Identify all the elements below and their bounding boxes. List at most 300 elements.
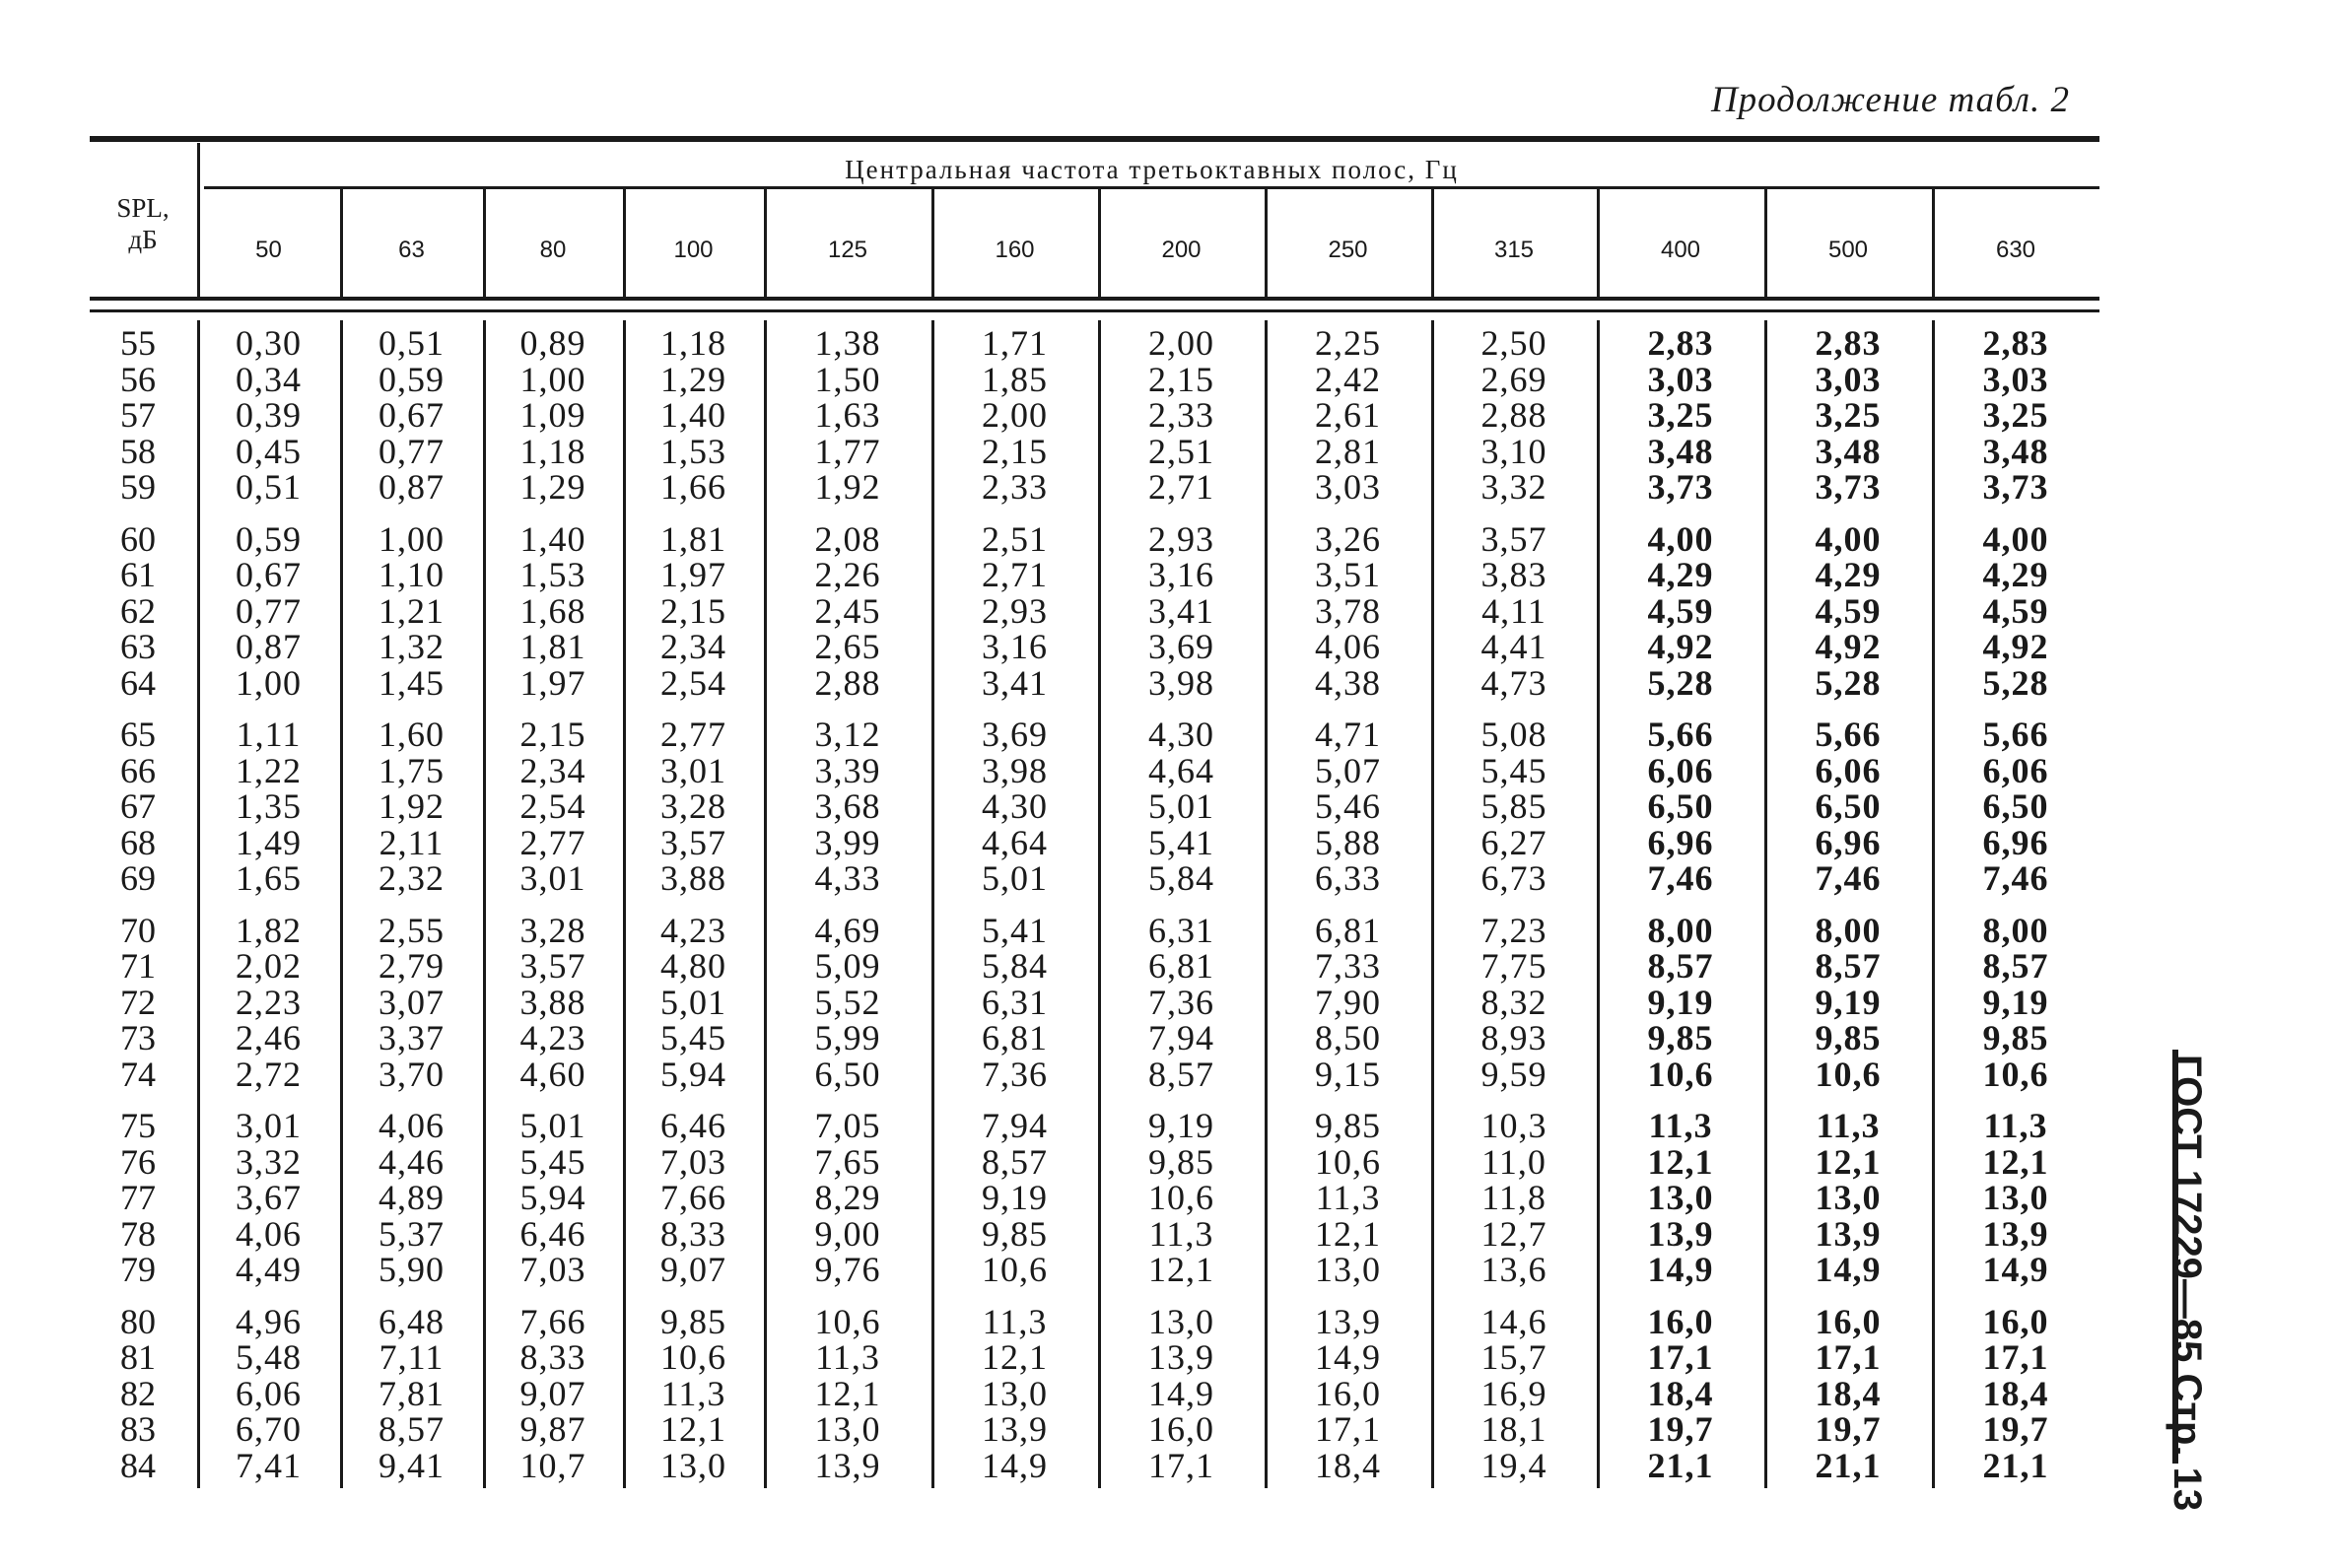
table-cell: 2,81 xyxy=(1315,431,1381,471)
table-cell: 6,73 xyxy=(1480,858,1547,898)
table-cell: 3,78 xyxy=(1315,590,1381,631)
table-cell: 2,51 xyxy=(982,518,1048,559)
table-cell: 2,34 xyxy=(519,750,586,790)
table-cell: 2,71 xyxy=(1148,467,1214,507)
table-cell: 9,76 xyxy=(814,1250,881,1289)
table-cell: 4,59 xyxy=(1982,590,2049,631)
table-cell: 2,83 xyxy=(1815,323,1882,363)
table-cell: 6,48 xyxy=(378,1301,445,1341)
table-cell: 5,84 xyxy=(982,946,1048,986)
table-cell: 3,73 xyxy=(1982,467,2049,507)
table-cell: 10,6 xyxy=(1315,1141,1381,1182)
table-cell: 3,03 xyxy=(1982,359,2049,399)
spl-header-unit: дБ xyxy=(128,225,158,254)
spl-value: 66 xyxy=(120,750,156,790)
table-cell: 11,3 xyxy=(660,1373,726,1413)
table-cell: 5,28 xyxy=(1815,662,1882,703)
table-cell: 6,96 xyxy=(1982,822,2049,862)
table-cell: 10,6 xyxy=(1647,1054,1714,1094)
table-cell: 6,50 xyxy=(1815,786,1882,826)
table-cell: 18,1 xyxy=(1480,1409,1547,1449)
table-cell: 10,6 xyxy=(814,1301,881,1341)
table-cell: 0,45 xyxy=(236,431,302,471)
table-cell: 2,83 xyxy=(1982,323,2049,363)
table-cell: 5,01 xyxy=(982,858,1048,898)
table-cell: 7,66 xyxy=(660,1178,726,1217)
table-cell: 2,79 xyxy=(378,946,445,986)
table-cell: 2,55 xyxy=(378,910,445,950)
table-cell: 6,81 xyxy=(1315,910,1381,950)
table-cell: 8,00 xyxy=(1815,910,1882,950)
table-cell: 1,92 xyxy=(814,467,881,507)
table-cell: 2,00 xyxy=(1148,323,1214,363)
table-cell: 1,00 xyxy=(519,359,586,399)
table-cell: 4,59 xyxy=(1815,590,1882,631)
spl-value: 63 xyxy=(120,627,156,666)
table-cell: 9,19 xyxy=(1815,982,1882,1022)
table-cell: 3,12 xyxy=(814,715,881,754)
page-reference-label: ГОСТ 17229—85 Стр. 13 xyxy=(2166,1055,2209,1512)
table-cell: 6,06 xyxy=(1815,750,1882,790)
table-cell: 9,00 xyxy=(814,1213,881,1254)
table-cell: 1,81 xyxy=(519,627,586,666)
table-cell: 1,53 xyxy=(660,431,726,471)
spl-value: 75 xyxy=(120,1106,156,1145)
table-cell: 1,97 xyxy=(660,555,726,594)
table-cell: 11,3 xyxy=(1148,1213,1214,1254)
table-cell: 5,48 xyxy=(236,1337,302,1377)
table-cell: 13,0 xyxy=(660,1445,726,1485)
table-continuation-label: Продолжение табл. 2 xyxy=(1710,80,2070,120)
table-cell: 1,82 xyxy=(236,910,302,950)
table-cell: 6,96 xyxy=(1815,822,1882,862)
table-cell: 8,57 xyxy=(1815,946,1882,986)
spl-column-header xyxy=(94,192,192,255)
spl-value: 80 xyxy=(120,1301,156,1341)
table-cell: 2,15 xyxy=(982,431,1048,471)
table-cell: 6,46 xyxy=(519,1213,586,1254)
table-cell: 12,1 xyxy=(1148,1250,1214,1289)
table-cell: 4,89 xyxy=(378,1178,445,1217)
table-cell: 5,88 xyxy=(1315,822,1381,862)
table-cell: 2,08 xyxy=(814,518,881,559)
table-cell: 4,30 xyxy=(982,786,1048,826)
table-cell: 16,9 xyxy=(1480,1373,1547,1413)
table-cell: 4,29 xyxy=(1815,555,1882,594)
table-cell: 7,41 xyxy=(236,1445,302,1485)
spl-value: 83 xyxy=(120,1409,156,1449)
table-cell: 1,21 xyxy=(378,590,445,631)
table-cell: 1,45 xyxy=(378,662,445,703)
table-cell: 18,4 xyxy=(1315,1445,1381,1485)
spl-value: 65 xyxy=(120,715,156,754)
table-cell: 11,3 xyxy=(1648,1106,1713,1145)
table-cell: 1,32 xyxy=(378,627,445,666)
table-cell: 4,92 xyxy=(1647,627,1714,666)
table-cell: 1,22 xyxy=(236,750,302,790)
table-cell: 5,99 xyxy=(814,1018,881,1057)
table-cell: 5,66 xyxy=(1982,715,2049,754)
table-cell: 7,94 xyxy=(982,1106,1048,1145)
table-cell: 3,99 xyxy=(814,822,881,862)
spl-value: 73 xyxy=(120,1018,156,1057)
table-cell: 5,01 xyxy=(1148,786,1214,826)
spl-value: 68 xyxy=(120,822,156,862)
table-cell: 1,18 xyxy=(519,431,586,471)
table-cell: 1,65 xyxy=(236,858,302,898)
table-cell: 8,57 xyxy=(378,1409,445,1449)
table-cell: 4,80 xyxy=(660,946,726,986)
table-cell: 17,1 xyxy=(1815,1337,1882,1377)
table-cell: 4,73 xyxy=(1480,662,1547,703)
table-cell: 12,1 xyxy=(1982,1141,2049,1182)
table-cell: 3,28 xyxy=(660,786,726,826)
table-cell: 5,45 xyxy=(1480,750,1547,790)
table-cell: 14,9 xyxy=(1982,1250,2049,1289)
table-cell: 10,6 xyxy=(1815,1054,1882,1094)
table-cell: 13,9 xyxy=(1315,1301,1381,1341)
table-cell: 9,19 xyxy=(1982,982,2049,1022)
table-cell: 21,1 xyxy=(1815,1445,1882,1485)
table-cell: 9,85 xyxy=(1815,1018,1882,1057)
table-cell: 4,30 xyxy=(1148,715,1214,754)
table-cell: 4,38 xyxy=(1315,662,1381,703)
table-cell: 7,46 xyxy=(1647,858,1714,898)
table-cell: 3,83 xyxy=(1480,555,1547,594)
table-cell: 0,51 xyxy=(378,323,445,363)
table-cell: 3,01 xyxy=(660,750,726,790)
table-cell: 2,54 xyxy=(519,786,586,826)
table-cell: 6,06 xyxy=(1982,750,2049,790)
table-cell: 3,57 xyxy=(519,946,586,986)
table-cell: 5,66 xyxy=(1647,715,1714,754)
table-cell: 5,09 xyxy=(814,946,881,986)
table-cell: 3,16 xyxy=(1148,555,1214,594)
table-cell: 3,03 xyxy=(1647,359,1714,399)
table-cell: 13,0 xyxy=(1982,1178,2049,1217)
spl-column-divider xyxy=(197,143,200,301)
header-bottom-rule-second xyxy=(90,309,2099,312)
table-cell: 2,15 xyxy=(519,715,586,754)
table-cell: 6,50 xyxy=(1647,786,1714,826)
table-cell: 2,51 xyxy=(1148,431,1214,471)
table-cell: 7,66 xyxy=(519,1301,586,1341)
table-cell: 13,6 xyxy=(1480,1250,1547,1289)
table-cell: 17,1 xyxy=(1148,1445,1214,1485)
table-cell: 1,68 xyxy=(519,590,586,631)
table-cell: 13,9 xyxy=(814,1445,881,1485)
table-cell: 2,00 xyxy=(982,395,1048,435)
table-cell: 5,07 xyxy=(1315,750,1381,790)
frequency-header: 250 xyxy=(1328,237,1368,263)
table-cell: 3,03 xyxy=(1315,467,1381,507)
table-cell: 5,01 xyxy=(519,1106,586,1145)
table-cell: 3,69 xyxy=(1148,627,1214,666)
table-cell: 1,10 xyxy=(378,555,445,594)
table-cell: 4,96 xyxy=(236,1301,302,1341)
table-cell: 14,9 xyxy=(982,1445,1048,1485)
table-cell: 7,94 xyxy=(1148,1018,1214,1057)
table-cell: 3,39 xyxy=(814,750,881,790)
table-cell: 2,54 xyxy=(660,662,726,703)
table-cell: 2,15 xyxy=(660,590,726,631)
spl-value: 74 xyxy=(120,1054,156,1094)
table-cell: 4,59 xyxy=(1647,590,1714,631)
table-cell: 9,41 xyxy=(378,1445,445,1485)
table-cell: 3,48 xyxy=(1815,431,1882,471)
table-cell: 13,9 xyxy=(1815,1213,1882,1254)
table-cell: 2,50 xyxy=(1480,323,1547,363)
table-cell: 8,33 xyxy=(660,1213,726,1254)
table-cell: 7,03 xyxy=(660,1141,726,1182)
table-cell: 3,57 xyxy=(660,822,726,862)
table-cell: 3,88 xyxy=(519,982,586,1022)
table-cell: 6,33 xyxy=(1315,858,1381,898)
table-cell: 4,23 xyxy=(519,1018,586,1057)
table-cell: 2,65 xyxy=(814,627,881,666)
table-cell: 7,36 xyxy=(982,1054,1048,1094)
table-cell: 4,06 xyxy=(236,1213,302,1254)
table-cell: 17,1 xyxy=(1315,1409,1381,1449)
table-cell: 5,28 xyxy=(1647,662,1714,703)
table-cell: 9,19 xyxy=(982,1178,1048,1217)
table-cell: 3,01 xyxy=(236,1106,302,1145)
table-cell: 10,6 xyxy=(982,1250,1048,1289)
table-cell: 5,01 xyxy=(660,982,726,1022)
table-cell: 4,92 xyxy=(1815,627,1882,666)
table-cell: 18,4 xyxy=(1647,1373,1714,1413)
table-cell: 3,73 xyxy=(1647,467,1714,507)
spl-value: 57 xyxy=(120,395,156,435)
table-cell: 1,92 xyxy=(378,786,445,826)
frequency-header: 63 xyxy=(398,237,425,263)
table-cell: 3,03 xyxy=(1815,359,1882,399)
table-cell: 4,60 xyxy=(519,1054,586,1094)
table-cell: 6,46 xyxy=(660,1106,726,1145)
table-cell: 16,0 xyxy=(1315,1373,1381,1413)
spl-value: 82 xyxy=(120,1373,156,1413)
table-cell: 6,31 xyxy=(1148,910,1214,950)
table-cell: 3,68 xyxy=(814,786,881,826)
table-cell: 4,46 xyxy=(378,1141,445,1182)
table-cell: 14,9 xyxy=(1315,1337,1381,1377)
table-cell: 9,85 xyxy=(1315,1106,1381,1145)
table-cell: 1,18 xyxy=(660,323,726,363)
table-cell: 2,11 xyxy=(378,822,445,862)
frequency-header: 200 xyxy=(1161,237,1202,263)
table-cell: 8,57 xyxy=(1982,946,2049,986)
table-cell: 3,25 xyxy=(1982,395,2049,435)
spl-value: 69 xyxy=(120,858,156,898)
table-cell: 2,42 xyxy=(1315,359,1381,399)
table-cell: 0,87 xyxy=(378,467,445,507)
table-cell: 3,48 xyxy=(1982,431,2049,471)
table-cell: 7,46 xyxy=(1815,858,1882,898)
table-cell: 8,00 xyxy=(1647,910,1714,950)
table-cell: 4,00 xyxy=(1815,518,1882,559)
table-cell: 4,69 xyxy=(814,910,881,950)
table-cell: 2,93 xyxy=(982,590,1048,631)
table-cell: 5,85 xyxy=(1480,786,1547,826)
table-cell: 5,41 xyxy=(982,910,1048,950)
table-cell: 3,41 xyxy=(1148,590,1214,631)
table-cell: 14,9 xyxy=(1647,1250,1714,1289)
spl-value: 76 xyxy=(120,1141,156,1182)
table-cell: 13,0 xyxy=(1815,1178,1882,1217)
spl-value: 60 xyxy=(120,518,156,559)
table-cell: 10,6 xyxy=(1148,1178,1214,1217)
table-cell: 7,36 xyxy=(1148,982,1214,1022)
table-cell: 4,64 xyxy=(982,822,1048,862)
frequency-header: 315 xyxy=(1493,237,1535,263)
frequency-header: 630 xyxy=(1995,237,2036,263)
table-cell: 8,00 xyxy=(1982,910,2049,950)
table-cell: 3,07 xyxy=(378,982,445,1022)
table-cell: 11,3 xyxy=(1983,1106,2048,1145)
table-cell: 2,71 xyxy=(982,555,1048,594)
table-cell: 4,29 xyxy=(1982,555,2049,594)
table-cell: 10,7 xyxy=(519,1445,586,1485)
table-cell: 3,51 xyxy=(1315,555,1381,594)
table-cell: 5,84 xyxy=(1148,858,1214,898)
table-cell: 3,70 xyxy=(378,1054,445,1094)
table-cell: 2,34 xyxy=(660,627,726,666)
table-cell: 6,06 xyxy=(1647,750,1714,790)
table-cell: 3,32 xyxy=(1480,467,1547,507)
frequency-header: 160 xyxy=(995,237,1035,263)
table-cell: 1,11 xyxy=(236,715,302,754)
table-cell: 3,10 xyxy=(1480,431,1547,471)
table-cell: 9,07 xyxy=(519,1373,586,1413)
table-cell: 3,98 xyxy=(982,750,1048,790)
table-cell: 3,73 xyxy=(1815,467,1882,507)
table-cell: 3,32 xyxy=(236,1141,302,1182)
table-cell: 12,1 xyxy=(982,1337,1048,1377)
table-cell: 10,6 xyxy=(1982,1054,2049,1094)
spl-value: 84 xyxy=(120,1445,156,1485)
table-cell: 13,0 xyxy=(1315,1250,1381,1289)
table-cell: 9,19 xyxy=(1647,982,1714,1022)
table-cell: 1,50 xyxy=(814,359,881,399)
table-cell: 2,33 xyxy=(1148,395,1214,435)
frequency-header: 100 xyxy=(673,237,714,263)
table-cell: 5,28 xyxy=(1982,662,2049,703)
table-cell: 13,0 xyxy=(814,1409,881,1449)
table-cell: 3,16 xyxy=(982,627,1048,666)
header-bottom-rule xyxy=(90,297,2099,301)
table-cell: 12,1 xyxy=(660,1409,726,1449)
table-cell: 6,50 xyxy=(1982,786,2049,826)
table-cell: 8,57 xyxy=(1148,1054,1214,1094)
table-cell: 21,1 xyxy=(1982,1445,2049,1485)
table-cell: 13,9 xyxy=(982,1409,1048,1449)
spl-value: 70 xyxy=(120,910,156,950)
table-top-rule xyxy=(90,136,2099,142)
table-cell: 9,85 xyxy=(1982,1018,2049,1057)
table-cell: 0,59 xyxy=(236,518,302,559)
table-cell: 12,1 xyxy=(1315,1213,1381,1254)
table-cell: 19,4 xyxy=(1480,1445,1547,1485)
table-cell: 1,09 xyxy=(519,395,586,435)
table-cell: 2,88 xyxy=(814,662,881,703)
table-cell: 3,69 xyxy=(982,715,1048,754)
spl-value: 78 xyxy=(120,1213,156,1254)
table-cell: 7,90 xyxy=(1315,982,1381,1022)
table-cell: 8,50 xyxy=(1315,1018,1381,1057)
spl-value: 55 xyxy=(120,323,156,363)
table-cell: 13,9 xyxy=(1148,1337,1214,1377)
table-cell: 9,85 xyxy=(1148,1141,1214,1182)
table-cell: 2,46 xyxy=(236,1018,302,1057)
table-cell: 2,15 xyxy=(1148,359,1214,399)
table-cell: 18,4 xyxy=(1982,1373,2049,1413)
table-cell: 5,66 xyxy=(1815,715,1882,754)
table-cell: 8,32 xyxy=(1480,982,1547,1022)
table-cell: 12,1 xyxy=(1815,1141,1882,1182)
table-cell: 1,66 xyxy=(660,467,726,507)
spl-value: 62 xyxy=(120,590,156,631)
table-cell: 16,0 xyxy=(1815,1301,1882,1341)
table-cell: 6,96 xyxy=(1647,822,1714,862)
table-cell: 0,34 xyxy=(236,359,302,399)
table-cell: 9,85 xyxy=(1647,1018,1714,1057)
table-cell: 9,85 xyxy=(982,1213,1048,1254)
table-cell: 8,57 xyxy=(1647,946,1714,986)
spl-header-label: SPL, xyxy=(116,193,170,223)
table-cell: 0,67 xyxy=(236,555,302,594)
spl-value: 61 xyxy=(120,555,156,594)
table-cell: 3,37 xyxy=(378,1018,445,1057)
table-cell: 19,7 xyxy=(1647,1409,1714,1449)
table-cell: 5,46 xyxy=(1315,786,1381,826)
table-cell: 0,51 xyxy=(236,467,302,507)
table-cell: 1,60 xyxy=(378,715,445,754)
table-cell: 7,03 xyxy=(519,1250,586,1289)
table-cell: 7,33 xyxy=(1315,946,1381,986)
table-cell: 11,3 xyxy=(1816,1106,1881,1145)
table-cell: 8,93 xyxy=(1480,1018,1547,1057)
table-cell: 11,3 xyxy=(815,1337,880,1377)
frequency-header: 400 xyxy=(1660,237,1701,263)
table-cell: 3,98 xyxy=(1148,662,1214,703)
table-cell: 10,6 xyxy=(660,1337,726,1377)
table-cell: 3,01 xyxy=(519,858,586,898)
table-cell: 2,72 xyxy=(236,1054,302,1094)
table-cell: 3,28 xyxy=(519,910,586,950)
table-cell: 1,63 xyxy=(814,395,881,435)
spl-value: 64 xyxy=(120,662,156,703)
table-cell: 4,64 xyxy=(1148,750,1214,790)
table-cell: 3,88 xyxy=(660,858,726,898)
table-cell: 13,0 xyxy=(1148,1301,1214,1341)
spl-value: 71 xyxy=(120,946,156,986)
table-cell: 4,00 xyxy=(1647,518,1714,559)
table-cell: 14,9 xyxy=(1148,1373,1214,1413)
table-cell: 6,27 xyxy=(1480,822,1547,862)
table-cell: 1,35 xyxy=(236,786,302,826)
table-cell: 0,87 xyxy=(236,627,302,666)
frequency-group-title: Центральная частота третьоктавных полос, Гц xyxy=(845,155,1459,184)
frequency-header: 500 xyxy=(1827,237,1869,263)
table-cell: 11,8 xyxy=(1481,1178,1547,1217)
table-cell: 1,81 xyxy=(660,518,726,559)
table-cell: 5,45 xyxy=(519,1141,586,1182)
spl-value: 58 xyxy=(120,431,156,471)
table-cell: 11,3 xyxy=(982,1301,1048,1341)
table-cell: 2,32 xyxy=(378,858,445,898)
spl-value: 72 xyxy=(120,982,156,1022)
table-cell: 1,29 xyxy=(660,359,726,399)
